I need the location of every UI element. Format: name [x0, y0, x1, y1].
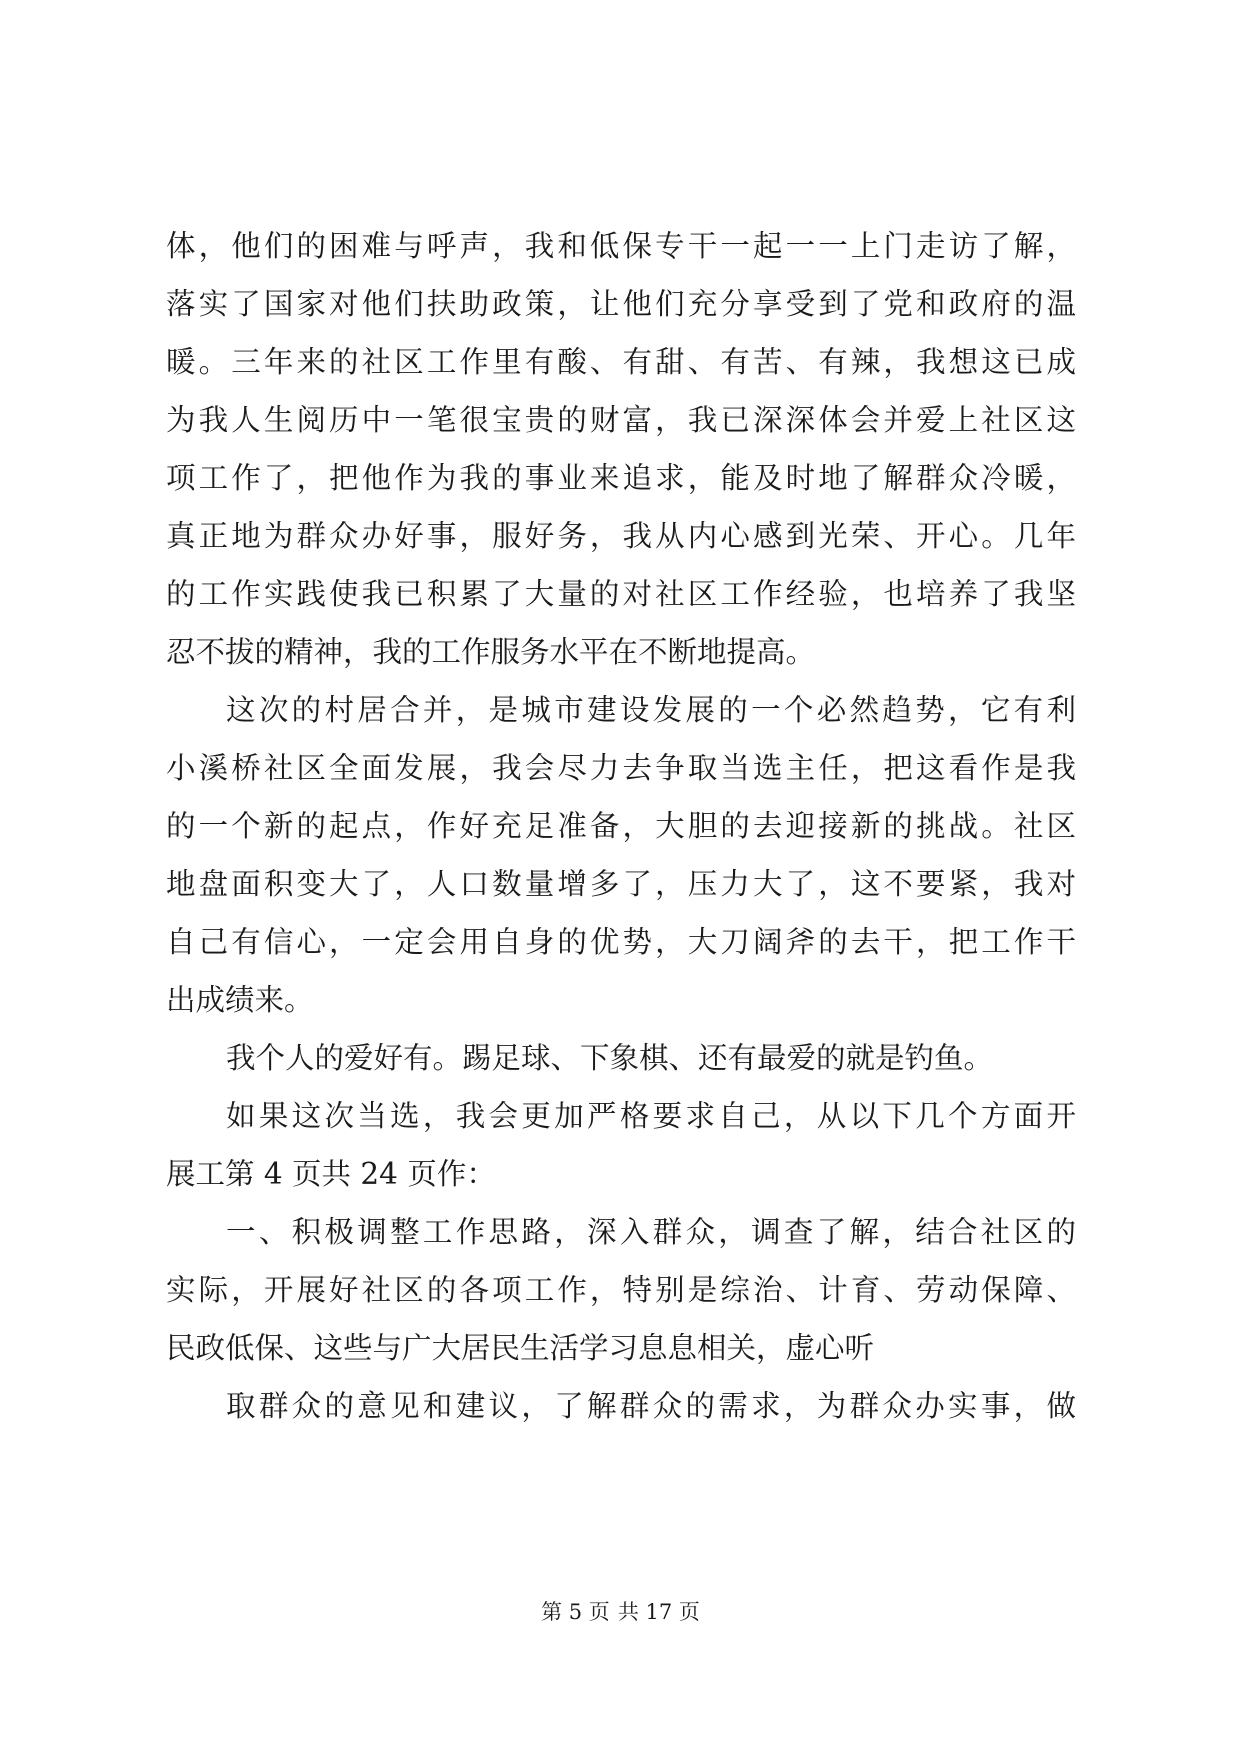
paragraph-first-line: 一、积极调整工作思路，深入群众，调查了解，结合社区的 [226, 1215, 1076, 1249]
text-line: 的工作实践使我已积累了大量的对社区工作经验，也培养了我坚 [166, 577, 1076, 611]
text-line: 出成绩来。 [166, 983, 314, 1017]
text-line: 真正地为群众办好事，服好务，我从内心感到光荣、开心。几年 [166, 519, 1076, 553]
paragraph-first-line: 如果这次当选，我会更加严格要求自己，从以下几个方面开 [226, 1099, 1076, 1133]
text-line: 为我人生阅历中一笔很宝贵的财富，我已深深体会并爱上社区这 [166, 403, 1076, 437]
page-total: 共 17 页 [617, 1600, 700, 1624]
text-line: 落实了国家对他们扶助政策，让他们充分享受到了党和政府的温 [166, 287, 1076, 321]
text-line: 暖。三年来的社区工作里有酸、有甜、有苦、有辣，我想这已成 [166, 345, 1076, 379]
text-line: 的一个新的起点，作好充足准备，大胆的去迎接新的挑战。社区 [166, 809, 1076, 843]
text-line: 民政低保、这些与广大居民生活学习息息相关，虚心听 [166, 1331, 875, 1365]
page-number: 第 5 页 [541, 1600, 610, 1624]
paragraph-first-line: 我个人的爱好有。踢足球、下象棋、还有最爱的就是钓鱼。 [226, 1041, 994, 1075]
text-line: 地盘面积变大了，人口数量增多了，压力大了，这不要紧，我对 [166, 867, 1076, 901]
text-line: 忍不拔的精神，我的工作服务水平在不断地提高。 [166, 635, 816, 669]
text-line: 项工作了，把他作为我的事业来追求，能及时地了解群众冷暖， [166, 461, 1076, 495]
paragraph-first-line: 取群众的意见和建议，了解群众的需求，为群众办实事，做 [226, 1389, 1076, 1423]
text-line: 自己有信心，一定会用自身的优势，大刀阔斧的去干，把工作干 [166, 925, 1076, 959]
page-footer [0, 1598, 1241, 1626]
text-line: 体，他们的困难与呼声，我和低保专干一起一一上门走访了解， [166, 229, 1076, 263]
text-line: 小溪桥社区全面发展，我会尽力去争取当选主任，把这看作是我 [166, 751, 1076, 785]
text-line: 展工第 4 页共 24 页作： [166, 1157, 496, 1191]
paragraph-first-line: 这次的村居合并，是城市建设发展的一个必然趋势，它有利 [226, 693, 1076, 727]
text-line: 实际，开展好社区的各项工作，特别是综治、计育、劳动保障、 [166, 1273, 1076, 1307]
